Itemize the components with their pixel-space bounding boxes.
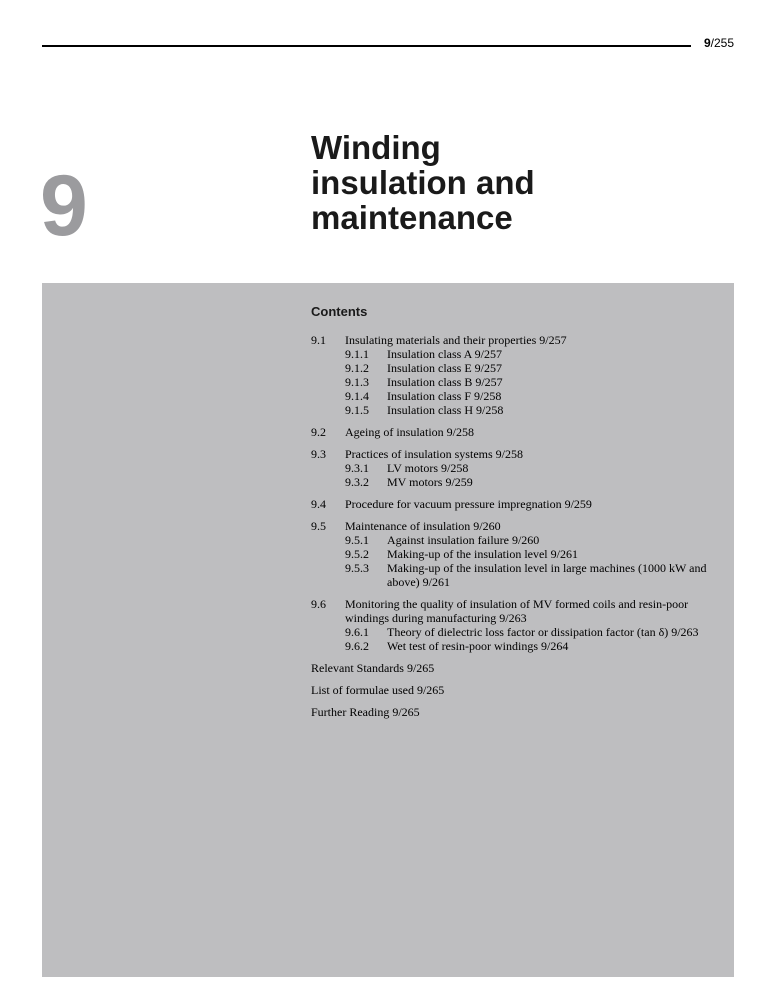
chapter-title-line: Winding [311,129,441,166]
toc-entry-number: 9.4 [311,497,326,511]
toc-entry-text: Wet test of resin-poor windings 9/264 [387,639,569,653]
toc-entry-text: Insulation class H 9/258 [387,403,504,417]
toc-entry-text: Insulation class A 9/257 [387,347,502,361]
toc-entry-text: Maintenance of insulation 9/260 [345,519,501,533]
toc-entry-text: Further Reading 9/265 [311,705,420,719]
page-number [704,36,734,50]
toc-entry-text: LV motors 9/258 [387,461,469,475]
toc-entry-number: 9.6 [311,597,326,611]
toc-entry[interactable] [311,561,721,589]
toc-entry-number: 9.3.1 [345,461,369,475]
toc-entry[interactable] [311,361,721,375]
toc-entry[interactable] [311,403,721,417]
toc-entry-text: MV motors 9/259 [387,475,473,489]
toc-entry[interactable] [311,705,721,719]
table-of-contents [311,333,721,719]
toc-entry-number: 9.5.3 [345,561,369,575]
toc-entry[interactable] [311,425,721,439]
toc-entry-number: 9.3 [311,447,326,461]
toc-entry-text: Making-up of the insulation level in large machines (1000 kW and above) 9/261 [387,561,707,589]
toc-entry-number: 9.1.3 [345,375,369,389]
page-number-chapter: 9 [703,36,711,50]
header-rule [42,45,691,47]
toc-entry-text: Insulation class B 9/257 [387,375,503,389]
toc-entry-text: Making-up of the insulation level 9/261 [387,547,578,561]
toc-entry-text: Against insulation failure 9/260 [387,533,540,547]
toc-entry-text: Practices of insulation systems 9/258 [345,447,523,461]
toc-entry[interactable] [311,447,721,461]
toc-entry[interactable] [311,597,721,625]
chapter-title-line: insulation and [311,164,535,201]
chapter-number: 9 [40,158,88,254]
toc-entry-number: 9.1.2 [345,361,369,375]
toc-entry-number: 9.5.1 [345,533,369,547]
toc-entry[interactable] [311,389,721,403]
toc-entry[interactable] [311,533,721,547]
toc-entry[interactable] [311,347,721,361]
toc-entry-text: Procedure for vacuum pressure impregnation 9/259 [345,497,592,511]
toc-entry-text: Relevant Standards 9/265 [311,661,435,675]
toc-entry[interactable] [311,547,721,561]
chapter-title-line: maintenance [311,199,513,236]
toc-entry-text: Insulating materials and their properties 9/257 [345,333,567,347]
toc-entry[interactable] [311,461,721,475]
toc-entry-text: Monitoring the quality of insulation of MV formed coils and resin-poor windings during manufacturing 9/263 [345,597,689,625]
toc-entry[interactable] [311,519,721,533]
toc-entry-number: 9.5 [311,519,326,533]
toc-entry[interactable] [311,639,721,653]
toc-entry-number: 9.2 [311,425,326,439]
toc-entry-text: List of formulae used 9/265 [311,683,445,697]
toc-entry[interactable] [311,497,721,511]
toc-entry-number: 9.1.1 [345,347,369,361]
chapter-title [311,130,535,235]
toc-entry[interactable] [311,661,721,675]
toc-entry-number: 9.1.4 [345,389,369,403]
toc-entry-number: 9.6.2 [345,639,369,653]
toc-entry-text: Theory of dielectric loss factor or dissipation factor (tan δ) 9/263 [387,625,699,639]
toc-entry-text: Insulation class F 9/258 [387,389,502,403]
toc-entry-number: 9.1.5 [345,403,369,417]
contents-heading: Contents [311,304,368,319]
toc-entry-number: 9.1 [311,333,326,347]
toc-entry[interactable] [311,375,721,389]
toc-entry[interactable] [311,333,721,347]
toc-entry-number: 9.5.2 [345,547,369,561]
page-number-value: /255 [710,36,734,50]
toc-entry-text: Ageing of insulation 9/258 [345,425,474,439]
toc-entry-number: 9.3.2 [345,475,369,489]
toc-entry[interactable] [311,625,721,639]
toc-entry-text: Insulation class E 9/257 [387,361,502,375]
toc-entry[interactable] [311,683,721,697]
toc-entry[interactable] [311,475,721,489]
toc-entry-number: 9.6.1 [345,625,369,639]
